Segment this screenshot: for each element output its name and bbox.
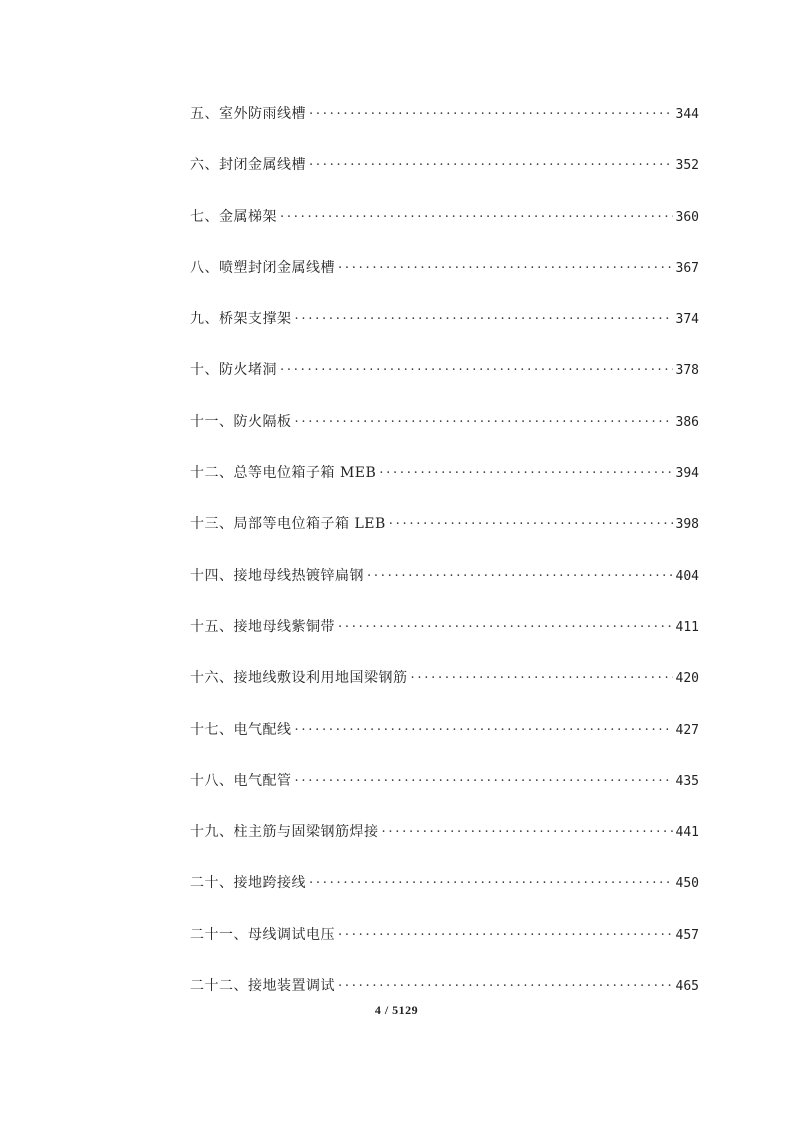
toc-leader-dots — [295, 412, 673, 426]
toc-entry-title: 十三、局部等电位箱子箱 LEB — [190, 516, 386, 533]
toc-entry-title: 十、防火堵洞 — [190, 362, 277, 379]
toc-entry-page: 394 — [675, 466, 699, 482]
toc-entry[interactable] — [190, 564, 699, 615]
toc-entry-page: 386 — [675, 414, 699, 430]
toc-entry-page: 457 — [675, 927, 699, 943]
toc-entry[interactable] — [190, 256, 699, 307]
toc-entry[interactable] — [190, 102, 699, 153]
toc-leader-dots — [280, 360, 673, 374]
toc-leader-dots — [295, 720, 673, 734]
toc-leader-dots — [309, 155, 673, 169]
toc-entry[interactable] — [190, 871, 699, 922]
toc-entry-page: 378 — [675, 363, 699, 379]
toc-entry-page: 404 — [675, 568, 699, 584]
toc-entry-page: 374 — [675, 312, 699, 328]
toc-entry-title: 十七、电气配线 — [190, 721, 292, 738]
toc-leader-dots — [389, 514, 673, 528]
toc-entry-title: 二十二、接地装置调试 — [190, 978, 335, 995]
toc-entry[interactable] — [190, 358, 699, 409]
toc-entry-page: 420 — [675, 671, 699, 687]
page-number-indicator: 4 / 5129 — [374, 1003, 419, 1017]
toc-entry[interactable] — [190, 666, 699, 717]
toc-entry-title: 十四、接地母线热镀锌扁钢 — [190, 567, 364, 584]
toc-entry-page: 367 — [675, 260, 699, 276]
toc-entry-title: 十二、总等电位箱子箱 MEB — [190, 465, 377, 482]
toc-entry-title: 十八、电气配管 — [190, 772, 292, 789]
toc-entry[interactable] — [190, 769, 699, 820]
toc-entry[interactable] — [190, 153, 699, 204]
toc-entry-page: 435 — [675, 773, 699, 789]
toc-entry-page: 450 — [675, 876, 699, 892]
toc-leader-dots — [295, 309, 673, 323]
toc-entry[interactable] — [190, 923, 699, 974]
toc-entry-title: 十六、接地线敷设利用地国梁钢筋 — [190, 670, 408, 687]
toc-entry-title: 五、室外防雨线槽 — [190, 106, 306, 122]
toc-entry-page: 441 — [675, 825, 699, 841]
toc-leader-dots — [338, 258, 673, 272]
toc-entry-page: 427 — [675, 722, 699, 738]
toc-entry-page: 344 — [675, 107, 699, 122]
toc-leader-dots — [280, 207, 673, 221]
toc-entry-title: 八、喷塑封闭金属线槽 — [190, 259, 335, 276]
toc-leader-dots — [379, 463, 672, 477]
toc-entry-title: 十九、柱主筋与固梁钢筋焊接 — [190, 824, 379, 841]
toc-entry-page: 398 — [675, 517, 699, 533]
toc-leader-dots — [367, 566, 673, 580]
toc-entry-title: 二十一、母线调试电压 — [190, 926, 335, 943]
toc-leader-dots — [411, 668, 673, 682]
toc-leader-dots — [309, 104, 673, 118]
toc-leader-dots — [295, 771, 673, 785]
toc-entry-title: 十五、接地母线紫铜带 — [190, 618, 335, 635]
toc-leader-dots — [338, 617, 673, 631]
toc-entry[interactable] — [190, 410, 699, 461]
toc-entry-title: 十一、防火隔板 — [190, 413, 292, 430]
toc-entry[interactable] — [190, 307, 699, 358]
toc-entry-page: 465 — [675, 979, 699, 995]
toc-entry-title: 七、金属梯架 — [190, 208, 277, 225]
toc-entry[interactable] — [190, 461, 699, 512]
toc-entry-title: 六、封闭金属线槽 — [190, 157, 306, 174]
toc-leader-dots — [309, 873, 673, 887]
toc-leader-dots — [338, 925, 673, 939]
toc-entry-title: 二十、接地跨接线 — [190, 875, 306, 892]
toc-entry[interactable] — [190, 718, 699, 769]
toc-entry[interactable] — [190, 205, 699, 256]
toc-leader-dots — [382, 822, 673, 836]
toc-leader-dots — [338, 976, 673, 990]
toc-entry-page: 352 — [675, 158, 699, 174]
toc-entry[interactable] — [190, 615, 699, 666]
toc-entry[interactable] — [190, 820, 699, 871]
toc-entry-page: 360 — [675, 209, 699, 225]
table-of-contents — [190, 102, 699, 1025]
toc-entry-page: 411 — [675, 619, 699, 635]
toc-entry-title: 九、桥架支撑架 — [190, 311, 292, 328]
toc-entry[interactable] — [190, 512, 699, 563]
